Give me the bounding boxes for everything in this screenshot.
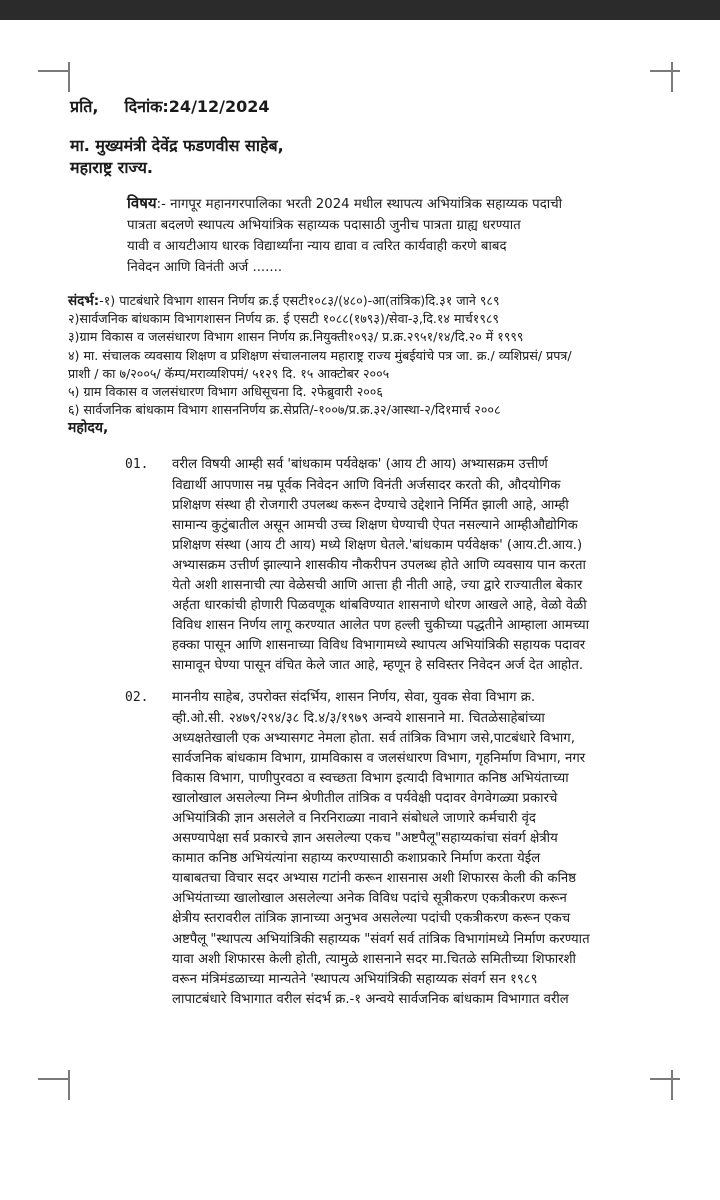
paragraph-line: अभियंताच्या खालोखाल असलेल्या अनेक विविध पदांचे सूत्रीकरण एकत्रीकरण करून: [172, 891, 567, 907]
paragraph-line: येतो अशी शासनाची त्या वेळेसची आणि आत्ता ही नीती आहे, ज्या द्वारे राज्यातील बेकार: [172, 577, 583, 593]
paragraph-line: अभियांत्रिकी ज्ञान असलेले व निरनिराळ्या नावाने संबोधले जाणारे कर्मचारी वृंद: [172, 811, 536, 827]
paragraph-line: अभ्यासक्रम उत्तीर्ण झाल्याने शासकीय नौकरीपन उपलब्ध होते आणि व्यवसाय पान करता: [172, 557, 586, 573]
paragraph-line: अर्हता धारकांची होणारी पिळवणूक थांबविण्यात शासनाणे धोरण आखले आहे, वेळो वेळी: [172, 598, 587, 614]
letter-document: [70, 95, 680, 1010]
paragraph-line: अष्टपैलू "स्थापत्य अभियांत्रिकी सहाय्यक "संवर्ग सर्व तांत्रिक विभागांमध्ये निर्माण करण्यात: [172, 931, 590, 947]
crop-mark-bottom-right-vertical: [671, 1070, 673, 1100]
crop-mark-top-right-vertical: [671, 62, 673, 92]
paragraph-line: खालोखाल असलेल्या निम्न श्रेणीतील तांत्रिक व पर्यवेक्षी पदावर वेगवेगळ्या प्रकारचे: [172, 790, 558, 806]
reference-line: ५) ग्राम विकास व जलसंधारण विभाग अधिसूचना दि. २फेब्रुवारी २००६: [68, 384, 383, 400]
subject-line: :- नागपूर महानगरपालिका भरती 2024 मधील स्थापत्य अभियांत्रिक सहाय्यक पदाची: [156, 197, 563, 212]
paragraph-line: माननीय साहेब, उपरोक्त संदर्भिय, शासन निर्णय, सेवा, युवक सेवा विभाग क्र.: [172, 690, 536, 706]
paragraph-line: विविध शासन निर्णय लागू करण्यात आलेत पण हल्ली चुकीच्या पद्धतीने आम्हाला आमच्या: [172, 618, 590, 634]
paragraph-line: सार्वजनिक बांधकाम विभाग, ग्रामविकास व जलसंधारण विभाग, गृहनिर्माण विभाग, नगर: [172, 750, 586, 766]
reference-line: ६) सार्वजनिक बांधकाम विभाग शासननिर्णय क्र.सेप्रति/-१००७/प्र.क्र.३२/आस्था-२/दि१मार्च २००८: [68, 402, 501, 418]
addressee-block: [70, 135, 680, 179]
paragraph-line: अध्यक्षतेखाली एक अभ्यासगट नेमला होता. सर्व तांत्रिक विभाग जसे,पाटबंधारे विभाग,: [172, 730, 575, 746]
crop-mark-bottom-right: [650, 1078, 680, 1080]
crop-mark-top-right: [650, 70, 680, 72]
paragraph-02: [125, 688, 680, 1010]
paragraph-line: याबाबतचा विचार सदर अभ्यास गटांनी करून शासनास अशी शिफारस केली की कनिष्ठ: [172, 871, 576, 887]
subject-line: निवेदन आणि विनंती अर्ज .......: [127, 260, 283, 275]
references-label: संदर्भ:: [68, 293, 100, 309]
subject-block: [127, 193, 680, 278]
paragraph-line: विद्यार्थी आपणास नम्र पूर्वक निवेदन आणि विनंती अर्जसादर करतो की, औदयोगिक: [172, 477, 561, 493]
subject-line: पात्रता बदलणे स्थापत्य अभियांत्रिक सहाय्यक पदासाठी जुनीच पात्रता ग्राह्य धरण्यात: [127, 218, 521, 233]
paragraph-line: प्रशिक्षण संस्था (आय टी आय) मध्ये शिक्षण घेतले.'बांधकाम पर्यवेक्षक' (आय.टी.आय.): [172, 537, 583, 553]
paragraph-line: विकास विभाग, पाणीपुरवठा व स्वच्छता विभाग इत्यादी विभागात कनिष्ठ अभियंताच्या: [172, 770, 569, 786]
subject-line: यावी व आयटीआय धारक विद्यार्थ्यांना न्याय द्यावा व त्वरित कार्यवाही करणे बाबद: [127, 239, 507, 254]
crop-mark-bottom-left-vertical: [68, 1070, 70, 1100]
addressee-name: मा. मुख्यमंत्री देवेंद्र फडणवीस साहेब,: [70, 136, 284, 155]
reference-line: ४) मा. संचालक व्यवसाय शिक्षण व प्रशिक्षण संचालनालय महाराष्ट्र राज्य मुंबईयांचे पत्र जा. क्र./ व्यशिप्रसं/ प्रपत्र/: [68, 347, 572, 363]
paragraph-line: प्रशिक्षण संस्था ही रोजगारी उपलब्ध करून देण्याचे उद्देशाने निर्मित झाली आहे, आम्ही: [172, 497, 569, 513]
paragraph-number: 02.: [125, 690, 149, 706]
addressee-state: महाराष्ट्र राज्य.: [70, 158, 154, 177]
paragraph-line: कामात कनिष्ठ अभियंत्यांना सहाय्य करण्यासाठी कशाप्रकारे निर्माण करता येईल: [172, 851, 541, 867]
crop-mark-top-left: [38, 70, 68, 72]
paragraph-line: हक्का पासून आणि शासनाच्या विविध विभागामध्ये स्थापत्य अभियांत्रिकी सहायक पदावर: [172, 638, 586, 654]
reference-line: प्राशी / का ७/२००५/ कॅम्प/मराव्यशिपमं/ ५१२९ दि. १५ आक्टोबर २००५: [68, 365, 390, 381]
paragraph-line: असण्यापेक्षा सर्व प्रकारचे ज्ञान असलेल्या एकच "अष्टपैलू"सहाय्यकांचा संवर्ग क्षेत्रीय: [172, 831, 558, 847]
top-bar: [0, 0, 720, 20]
crop-mark-bottom-left: [38, 1078, 68, 1080]
letter-date: दिनांक:24/12/2024: [124, 97, 270, 116]
to-prefix: प्रति,: [70, 97, 99, 116]
paragraph-line: सामावून घेण्या पासून वंचित केले जात आहे, म्हणून हे सविस्तर निवेदन अर्ज देत आहोत.: [172, 658, 584, 674]
reference-line: २)सार्वजनिक बांधकाम विभागशासन निर्णय क्र. ई एसटी १०८८(१७९३)/सेवा-३,दि.१४ मार्च१९८९: [68, 311, 499, 327]
paragraph-line: लापाटबंधारे विभागात वरील संदर्भ क्र.-१ अन्वये सार्वजनिक बांधकाम विभागात वरील: [172, 991, 569, 1007]
date-line: [70, 95, 680, 117]
salutation: महोदय,: [68, 420, 109, 437]
paragraph-line: वरील विषयी आम्ही सर्व 'बांधकाम पर्यवेक्षक' (आय टी आय) अभ्यासक्रम उत्तीर्ण: [172, 457, 548, 473]
paragraph-line: वरून मंत्रिमंडळाच्या मान्यतेने 'स्थापत्य अभियांत्रिकी सहाय्यक संवर्ग सन १९८९: [172, 971, 538, 987]
reference-line: -१) पाटबंधारे विभाग शासन निर्णय क्र.ई एसटी१०८३/(४८०)-आ(तांत्रिक)दि.३१ जाने ९८९: [99, 293, 500, 308]
paragraph-line: व्ही.ओ.सी. २४७९/२९४/३८ दि.४/३/१९७९ अन्वये शासनाने मा. चितळेसाहेबांच्या: [172, 710, 545, 726]
subject-label: विषय: [127, 194, 157, 212]
paragraph-line: क्षेत्रीय स्तरावरील तांत्रिक ज्ञानाच्या अनुभव असलेल्या पदांची एकत्रीकरण करून एकच: [172, 911, 571, 927]
references-block: [68, 292, 680, 419]
reference-line: ३)ग्राम विकास व जलसंधारण विभाग शासन निर्णय क्र.नियुक्ती१०९३/ प्र.क्र.२९५१/१४/दि.२० में १९९९: [68, 329, 524, 345]
paragraph-01: [125, 455, 680, 676]
paragraph-line: सामान्य कुटुंबातील असून आमची उच्च शिक्षण घेण्याची ऐपत नसल्याने आम्हीऔद्योगिक: [172, 517, 578, 533]
paragraph-number: 01.: [125, 457, 149, 473]
paragraph-line: यावा अशी शिफारस केली होती, त्यामुळे शासनाने सदर मा.चितळे समितीच्या शिफारशी: [172, 951, 576, 967]
crop-mark-top-left-vertical: [68, 62, 70, 92]
